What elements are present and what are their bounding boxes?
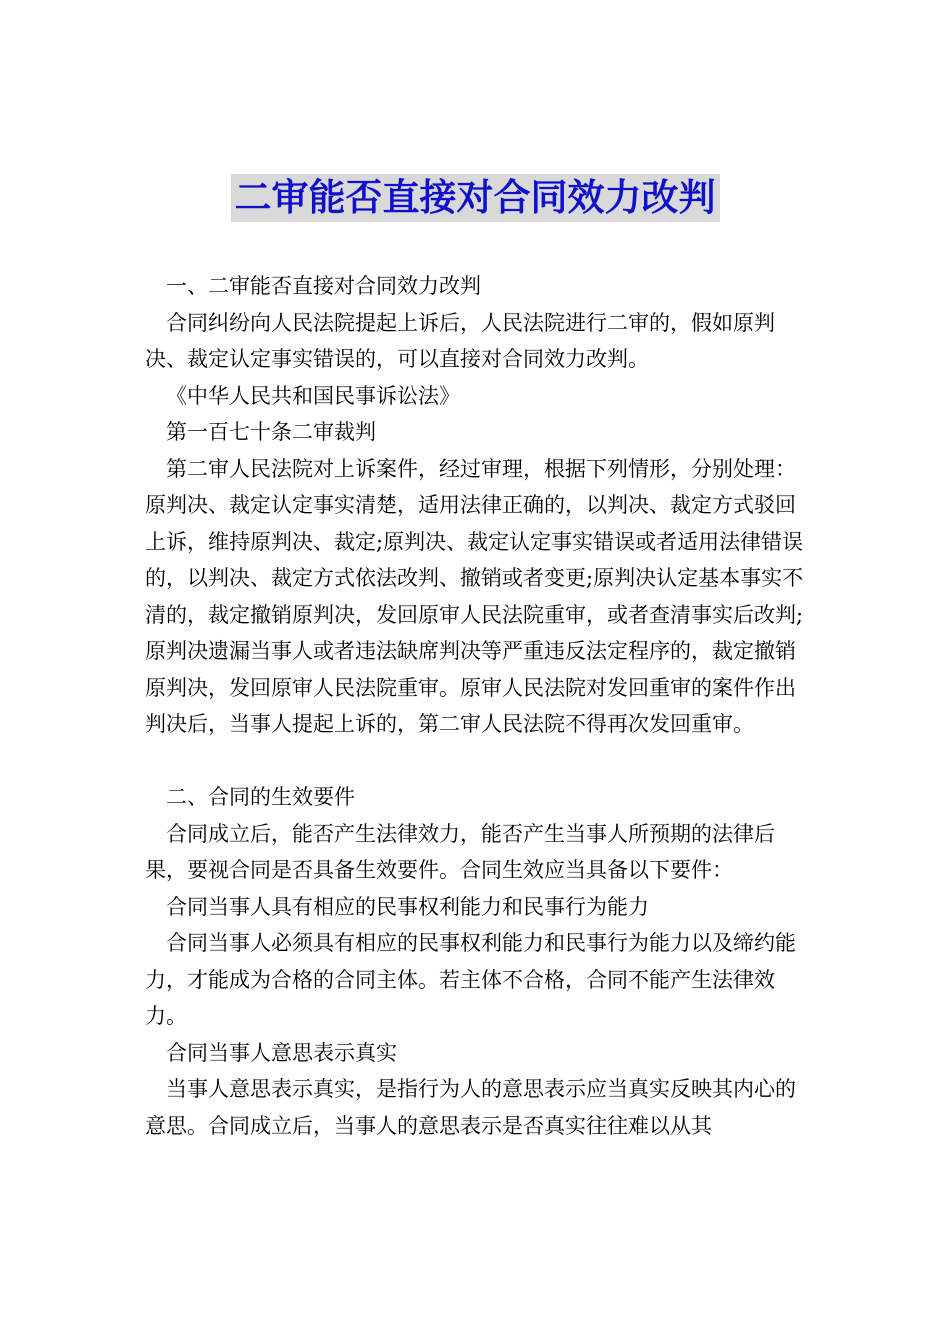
document-title: 二审能否直接对合同效力改判 — [231, 174, 720, 222]
section-2-paragraph-2: 合同当事人必须具有相应的民事权利能力和民事行为能力以及缔约能力，才能成为合格的合同主体。若主体不合格，合同不能产生法律效力。 — [145, 931, 796, 1028]
section-1-heading: 一、二审能否直接对合同效力改判 — [166, 274, 481, 298]
section-1-paragraph-1: 合同纠纷向人民法院提起上诉后，人民法院进行二审的，假如原判决、裁定认定事实错误的，可以直接对合同效力改判。 — [145, 310, 775, 371]
section-2-paragraph-3: 当事人意思表示真实，是指行为人的意思表示应当真实反映其内心的意思。合同成立后，当事人的意思表示是否真实往往难以从其 — [145, 1077, 796, 1138]
title-block — [0, 174, 950, 222]
section-2-heading: 二、合同的生效要件 — [166, 785, 355, 809]
document-body — [145, 268, 815, 1144]
section-1-law-title: 《中华人民共和国民事诉讼法》 — [166, 383, 460, 408]
section-2-subheading-1: 合同当事人具有相应的民事权利能力和民事行为能力 — [166, 894, 649, 919]
section-1-article-text: 第二审人民法院对上诉案件，经过审理，根据下列情形，分别处理：原判决、裁定认定事实清楚，适用法律正确的，以判决、裁定方式驳回上诉，维持原判决、裁定;原判决、裁定认定事实错误或者适用法律错误的，以判决、裁定方式依法改判、撤销或者变更;原判决认定基本事实不清的，裁定撤销原判决，发回原审人民法院重审，或者查清事实后改判;原判决遗漏当事人或者违法缺席判决等严重违反法定程序的，裁定撤销原判决，发回原审人民法院重审。原审人民法院对发回重审的案件作出判决后，当事人提起上诉的，第二审人民法院不得再次发回重审。 — [145, 456, 804, 736]
section-2-paragraph-1: 合同成立后，能否产生法律效力，能否产生当事人所预期的法律后果，要视合同是否具备生效要件。合同生效应当具备以下要件： — [145, 821, 775, 882]
section-gap — [145, 743, 815, 780]
section-1-article-title: 第一百七十条二审裁判 — [166, 420, 376, 444]
section-2-subheading-2: 合同当事人意思表示真实 — [166, 1040, 397, 1065]
